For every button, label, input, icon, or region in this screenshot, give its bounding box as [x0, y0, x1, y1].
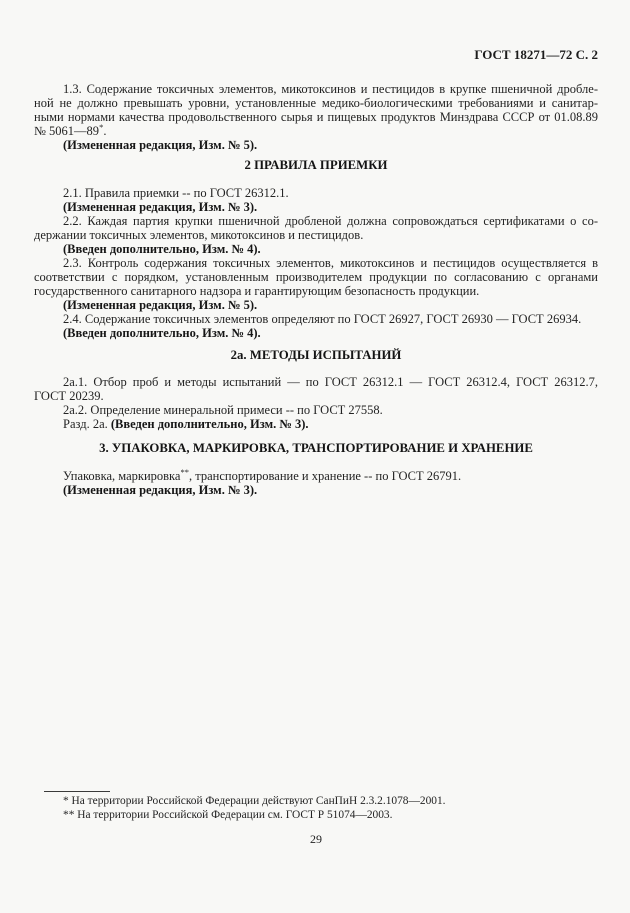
section-3-heading: 3. УПАКОВКА, МАРКИРОВКА, ТРАНСПОРТИРОВАНИЕ И ХРАНЕНИЕ: [99, 441, 533, 455]
page-number: 29: [310, 832, 322, 846]
para-1-3-line-4: [34, 121, 598, 138]
para-packaging-text: Упаковка, маркировка: [63, 469, 181, 483]
para-1-3-line-3: ными нормами качества продовольственного сырья и пищевых продуктов Минздрава СССР от 01.08.89: [34, 110, 598, 124]
footnote-1: * На территории Российской Федерации действуют СанПиН 2.3.2.1078—2001.: [63, 795, 446, 807]
para-1-3-line-4-text: № 5061—89: [34, 124, 100, 138]
section-2-heading: 2 ПРАВИЛА ПРИЕМКИ: [244, 158, 388, 172]
amendment-note-2-2: (Введен дополнительно, Изм. № 4).: [63, 242, 261, 256]
para-2-3-line-1: 2.3. Контроль содержания токсичных элементов, микотоксинов и пестицидов осуществляется в: [63, 256, 598, 270]
para-2-1: 2.1. Правила приемки -- по ГОСТ 26312.1.: [63, 186, 289, 200]
para-1-3-line-4-period: .: [103, 124, 107, 138]
para-packaging: [34, 466, 598, 483]
para-packaging-rest: , транспортирование и хранение -- по ГОСТ 26791.: [188, 469, 462, 483]
para-2-3-line-3: государственного санитарного надзора и гарантирующим безопасность продукции.: [34, 284, 480, 298]
razd-2a-prefix: Разд. 2а.: [63, 417, 111, 431]
amendment-note-3: (Измененная редакция, Изм. № 3).: [63, 483, 258, 497]
para-2-2-line-1: 2.2. Каждая партия крупки пшеничной дробленой должна сопровождаться сертификатами о со-: [63, 214, 598, 228]
razd-2a-note: [34, 417, 598, 431]
text-column: [34, 0, 598, 846]
doc-header: ГОСТ 18271—72 С. 2: [474, 47, 598, 62]
para-2a-2: 2а.2. Определение минеральной примеси -- по ГОСТ 27558.: [63, 403, 383, 417]
para-2a-1-line-1: 2а.1. Отбор проб и методы испытаний — по ГОСТ 26312.1 — ГОСТ 26312.4, ГОСТ 26312.7,: [63, 375, 598, 389]
footnote-marker-2: **: [180, 466, 189, 477]
section-2a-heading: 2а. МЕТОДЫ ИСПЫТАНИЙ: [230, 348, 402, 362]
para-1-3-line-2: ной не должно превышать уровни, установленные медико-биологическими требованиями и санитар-: [34, 96, 598, 110]
footnote-rule: [44, 791, 110, 792]
blank-area: [34, 497, 598, 791]
amendment-note-1-3: (Измененная редакция, Изм. № 5).: [63, 138, 258, 152]
footnote-marker-1: *: [99, 121, 104, 132]
amendment-note-2-4: (Введен дополнительно, Изм. № 4).: [63, 326, 261, 340]
para-2-3-line-2: соответствии с порядком, установленным производителем продукции по согласованию с органами: [34, 270, 598, 284]
amendment-note-razd-2a: (Введен дополнительно, Изм. № 3).: [110, 417, 309, 431]
footnote-2: ** На территории Российской Федерации см. ГОСТ Р 51074—2003.: [63, 809, 393, 821]
amendment-note-2-3: (Измененная редакция, Изм. № 5).: [63, 298, 258, 312]
amendment-note-2-1: (Измененная редакция, Изм. № 3).: [63, 200, 258, 214]
para-2-4: 2.4. Содержание токсичных элементов определяют по ГОСТ 26927, ГОСТ 26930 — ГОСТ 26934.: [63, 312, 582, 326]
para-1-3-line-1: 1.3. Содержание токсичных элементов, микотоксинов и пестицидов в крупке пшеничной дробле-: [63, 82, 598, 96]
para-2a-1-line-2: ГОСТ 20239.: [34, 389, 104, 403]
para-1-3: [34, 82, 598, 152]
para-2-2-line-2: держании токсичных элементов, микотоксинов и пестицидов.: [34, 228, 364, 242]
